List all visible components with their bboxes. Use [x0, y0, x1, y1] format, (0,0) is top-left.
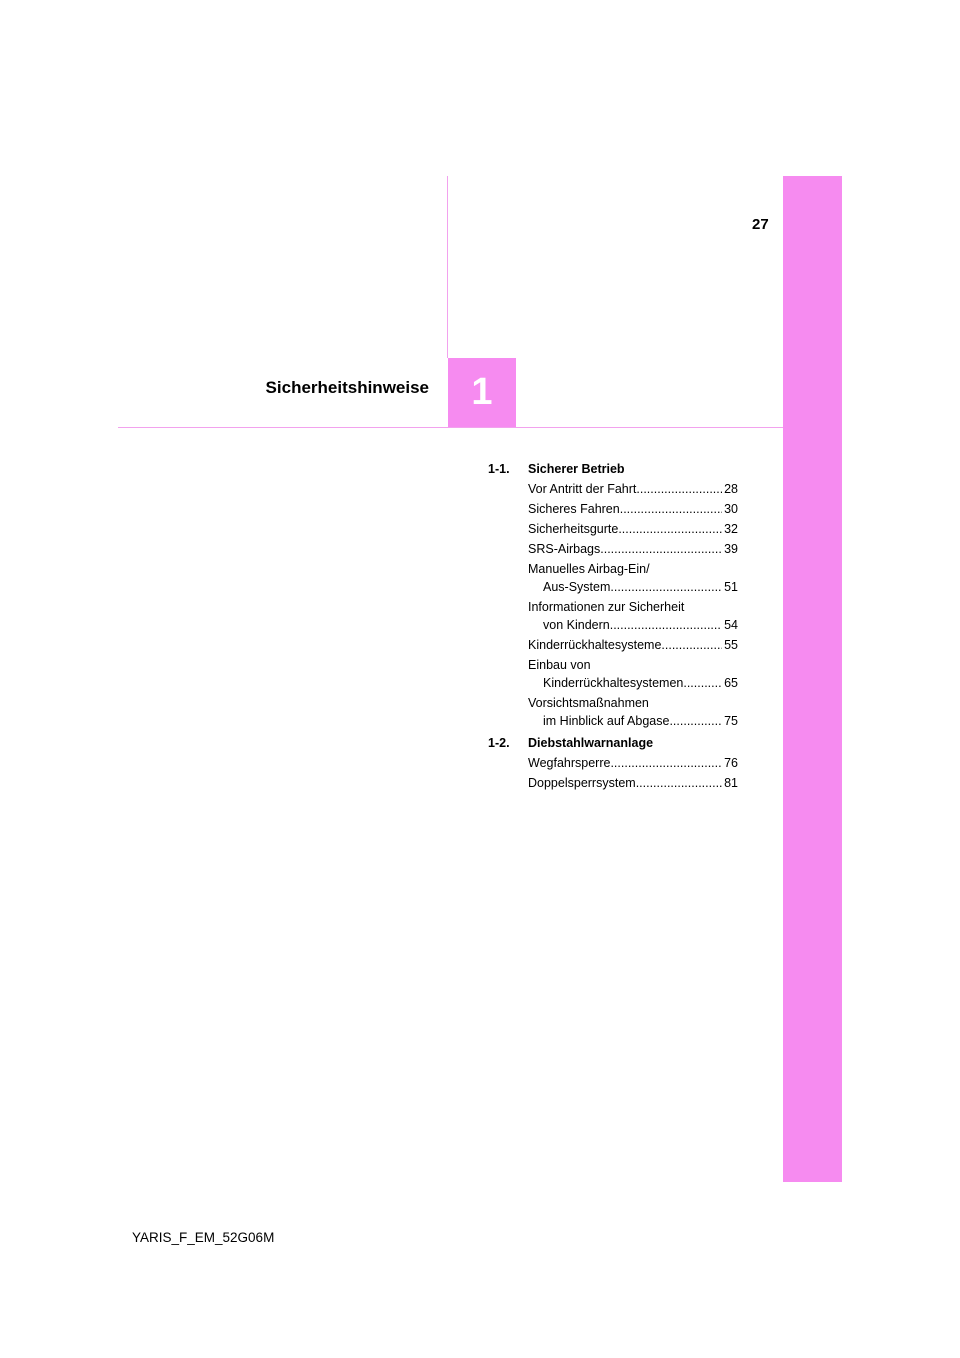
- entry-page: 30: [724, 502, 738, 516]
- toc-entry[interactable]: [528, 694, 738, 730]
- leader-dots: [610, 578, 722, 596]
- leader-dots: [620, 500, 722, 518]
- toc-section-heading: [488, 460, 738, 478]
- entry-label: Sicheres Fahren: [528, 502, 620, 516]
- entry-page: 39: [724, 542, 738, 556]
- leader-dots: [618, 520, 722, 538]
- entry-label: Kinderrückhaltesysteme: [528, 638, 662, 652]
- leader-dots: [683, 674, 722, 692]
- entry-label: SRS-Airbags: [528, 542, 601, 556]
- table-of-contents: [488, 460, 738, 792]
- entry-page: 28: [724, 482, 738, 496]
- entry-page: 76: [724, 756, 738, 770]
- toc-entry[interactable]: [528, 540, 738, 558]
- entry-label-continued: im Hinblick auf Abgase: [543, 714, 670, 728]
- leader-dots: [610, 754, 722, 772]
- entry-page: 81: [724, 776, 738, 790]
- entry-page: 54: [724, 618, 738, 632]
- entry-page: 32: [724, 522, 738, 536]
- entry-label-continued: von Kindern: [543, 618, 610, 632]
- leader-dots: [636, 774, 722, 792]
- entry-label-continued: Aus-System: [543, 580, 611, 594]
- section-number: 1-2.: [488, 736, 510, 750]
- page-number: 27: [752, 216, 769, 233]
- entry-label: Vor Antritt der Fahrt: [528, 482, 637, 496]
- leader-dots: [636, 480, 722, 498]
- leader-dots: [669, 712, 722, 730]
- vertical-rule: [447, 176, 448, 358]
- toc-entry[interactable]: [528, 500, 738, 518]
- toc-entry[interactable]: [528, 598, 738, 634]
- section-title: Sicherer Betrieb: [528, 462, 625, 476]
- horizontal-rule: [118, 427, 783, 428]
- entry-label: Vorsichtsmaßnahmen: [528, 696, 649, 710]
- entry-label: Wegfahrsperre: [528, 756, 611, 770]
- toc-section-heading: [488, 734, 738, 752]
- entry-page: 65: [724, 676, 738, 690]
- entry-label-continued: Kinderrückhaltesystemen: [543, 676, 684, 690]
- toc-entry[interactable]: [528, 754, 738, 772]
- section-number: 1-1.: [488, 462, 510, 476]
- chapter-title: Sicherheitshinweise: [265, 378, 429, 397]
- toc-entry[interactable]: [528, 774, 738, 792]
- toc-entry[interactable]: [528, 480, 738, 498]
- toc-entry[interactable]: [528, 520, 738, 538]
- document-code: YARIS_F_EM_52G06M: [132, 1230, 275, 1245]
- entry-label: Einbau von: [528, 658, 591, 672]
- toc-entry[interactable]: [528, 560, 738, 596]
- entry-page: 51: [724, 580, 738, 594]
- toc-entry[interactable]: [528, 636, 738, 654]
- entry-page: 75: [724, 714, 738, 728]
- entry-label: Manuelles Airbag-Ein/: [528, 562, 650, 576]
- entry-label: Sicherheitsgurte: [528, 522, 619, 536]
- chapter-number-box: [448, 358, 516, 427]
- entry-label: Informationen zur Sicherheit: [528, 600, 685, 614]
- side-tab: [783, 176, 842, 1182]
- entry-page: 55: [724, 638, 738, 652]
- leader-dots: [600, 540, 722, 558]
- toc-entry[interactable]: [528, 656, 738, 692]
- leader-dots: [610, 616, 722, 634]
- chapter-number: 1: [471, 371, 493, 413]
- leader-dots: [661, 636, 722, 654]
- entry-label: Doppelsperrsystem: [528, 776, 636, 790]
- section-title: Diebstahlwarnanlage: [528, 736, 654, 750]
